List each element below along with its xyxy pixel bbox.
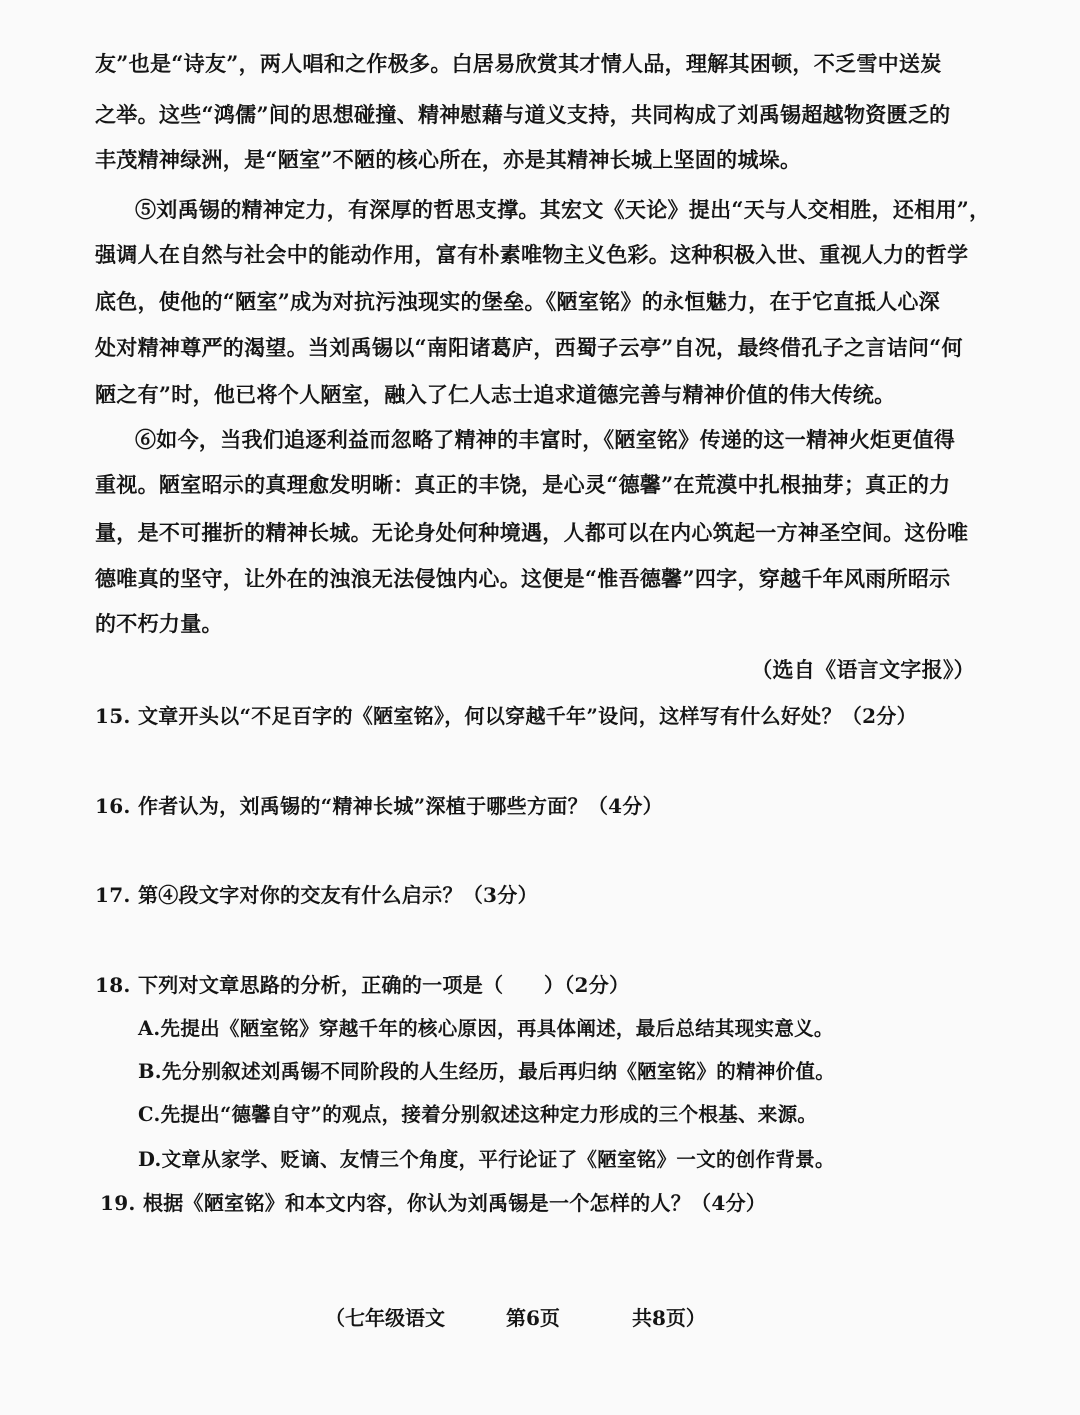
article-line: ⑥如今，当我们追逐利益而忽略了精神的丰富时，《陋室铭》传递的这一精神火炬更值得 (135, 427, 956, 452)
footer-subject: （七年级语文 (325, 1306, 445, 1330)
question-18-option-b: B.先分别叙述刘禹锡不同阶段的人生经历，最后再归纳《陋室铭》的精神价值。 (138, 1060, 836, 1083)
footer-total-pages: 共8页） (632, 1306, 706, 1330)
article-line: 重视。陋室昭示的真理愈发明晰：真正的丰饶，是心灵“德馨”在荒漠中扎根抽芽；真正的力 (95, 472, 951, 497)
article-source: （选自《语言文字报》） (751, 657, 975, 682)
article-line: 之举。这些“鸿儒”间的思想碰撞、精神慰藉与道义支持，共同构成了刘禹锡超越物资匮乏的 (95, 102, 951, 127)
question-16: 16. 作者认为，刘禹锡的“精神长城”深植于哪些方面？（4分） (95, 794, 663, 818)
article-line: 德唯真的坚守，让外在的浊浪无法侵蚀内心。这便是“惟吾德馨”四字，穿越千年风雨所昭示 (95, 566, 951, 591)
footer-page-number: 第6页 (506, 1306, 560, 1330)
question-19: 19. 根据《陋室铭》和本文内容，你认为刘禹锡是一个怎样的人？（4分） (100, 1191, 767, 1215)
article-line: 丰茂精神绿洲，是“陋室”不陋的核心所在，亦是其精神长城上坚固的城垛。 (95, 147, 802, 172)
question-17: 17. 第④段文字对你的交友有什么启示？（3分） (95, 883, 538, 907)
question-18-option-c: C.先提出“德馨自守”的观点，接着分别叙述这种定力形成的三个根基、来源。 (138, 1103, 818, 1126)
article-line: 底色，使他的“陋室”成为对抗污浊现实的堡垒。《陋室铭》的永恒魅力，在于它直抵人心深 (95, 289, 940, 314)
article-line: 友”也是“诗友”，两人唱和之作极多。白居易欣赏其才情人品，理解其困顿，不乏雪中送炭 (95, 51, 942, 76)
article-line: 陋之有”时，他已将个人陋室，融入了仁人志士追求道德完善与精神价值的伟大传统。 (95, 382, 896, 407)
article-line: ⑤刘禹锡的精神定力，有深厚的哲思支撑。其宏文《天论》提出“天与人交相胜，还相用”， (135, 197, 991, 222)
article-line: 强调人在自然与社会中的能动作用，富有朴素唯物主义色彩。这种积极入世、重视人力的哲学 (95, 242, 969, 267)
article-line: 处对精神尊严的渴望。当刘禹锡以“南阳诸葛庐，西蜀子云亭”自况，最终借孔子之言诘问“何 (95, 335, 963, 360)
article-line: 量，是不可摧折的精神长城。无论身处何种境遇，人都可以在内心筑起一方神圣空间。这份唯 (95, 520, 969, 545)
article-line: 的不朽力量。 (95, 611, 223, 636)
question-18-option-d: D.文章从家学、贬谪、友情三个角度，平行论证了《陋室铭》一文的创作背景。 (138, 1148, 835, 1171)
question-18-option-a: A.先提出《陋室铭》穿越千年的核心原因，再具体阐述，最后总结其现实意义。 (138, 1017, 834, 1040)
question-18: 18. 下列对文章思路的分析，正确的一项是（ ）（2分） (95, 973, 630, 997)
question-15: 15. 文章开头以“不足百字的《陋室铭》，何以穿越千年”设问，这样写有什么好处？（2分） (95, 704, 917, 728)
